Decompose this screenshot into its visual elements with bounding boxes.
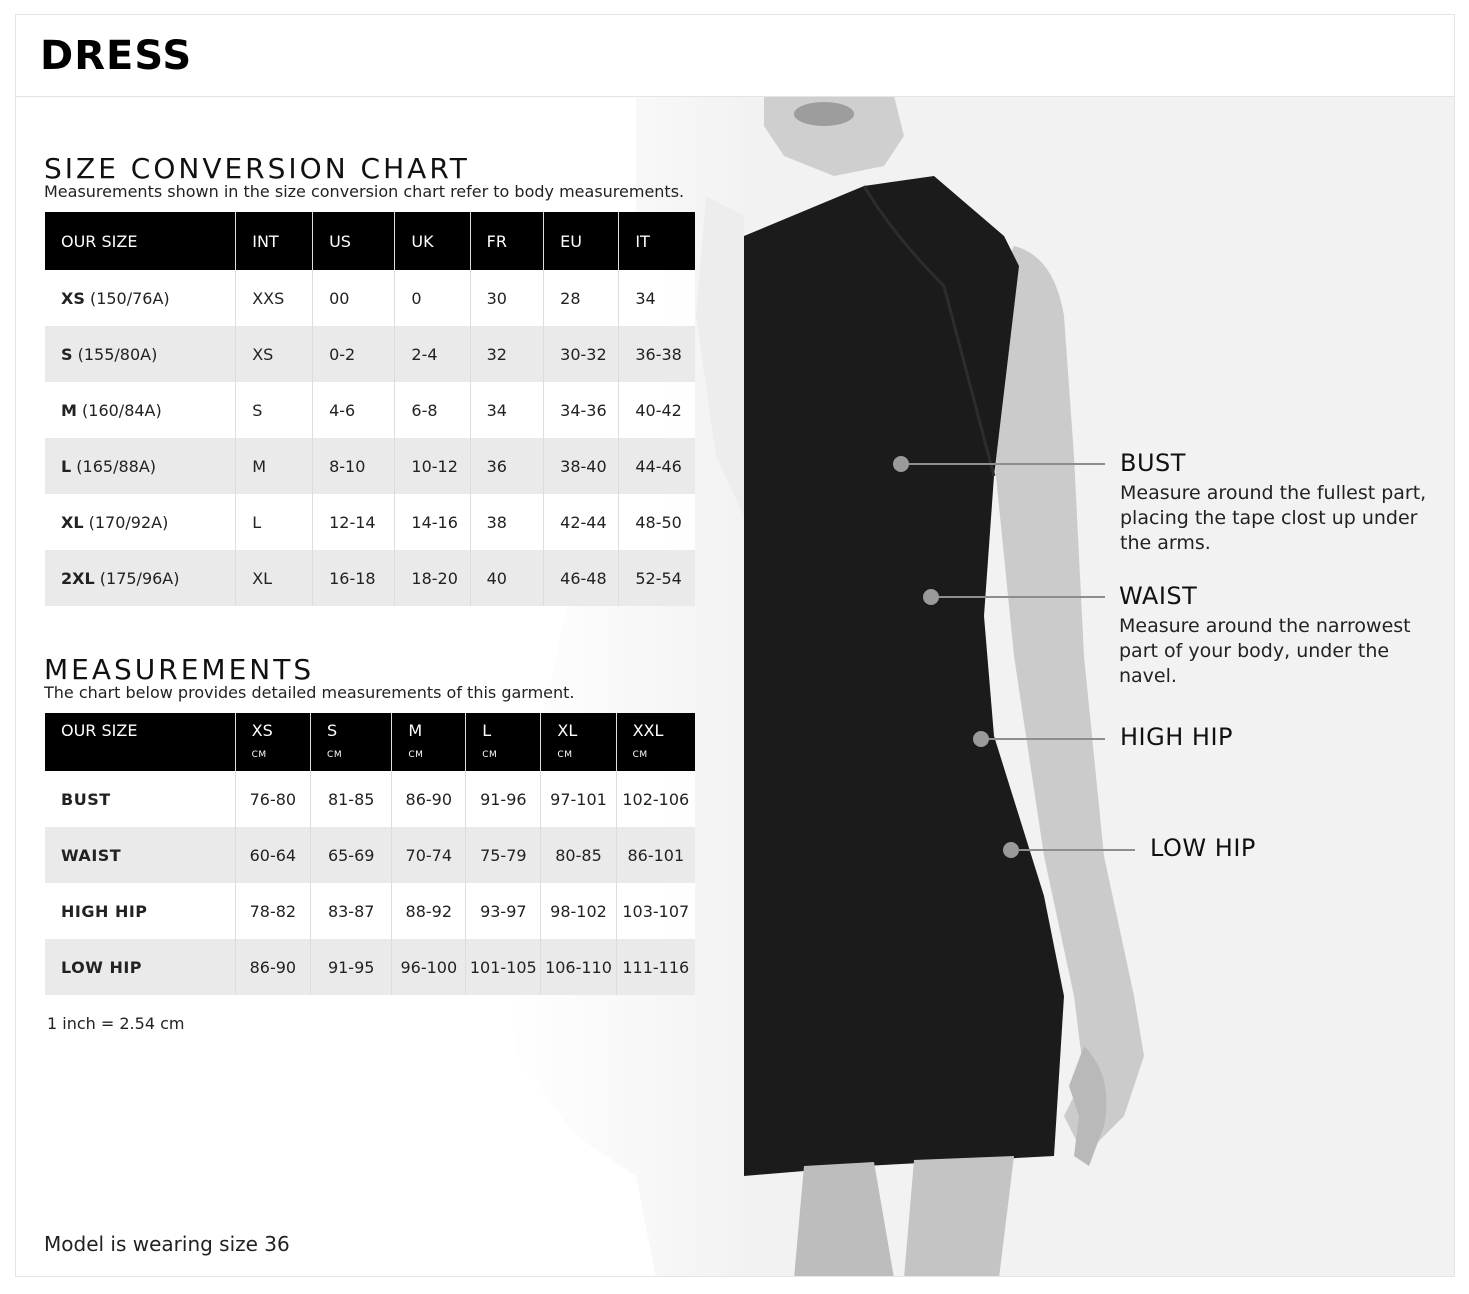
- header-bar: [16, 15, 1454, 97]
- size-detail: (155/80A): [77, 344, 158, 364]
- waist-marker-dot: [923, 589, 939, 605]
- table-cell: 34: [619, 270, 695, 326]
- table-cell: 78-82: [235, 883, 310, 939]
- unit-label: CM: [408, 750, 424, 760]
- table-cell: 101-105: [466, 939, 541, 995]
- table-cell: 30: [470, 270, 544, 326]
- measurements-header-l: [466, 713, 541, 771]
- measurement-label: LOW HIP: [45, 939, 235, 995]
- table-cell: 48-50: [619, 494, 695, 550]
- table-cell: 86-90: [392, 771, 466, 827]
- high-hip-marker-dot: [973, 731, 989, 747]
- measurements-title: MEASUREMENTS: [44, 653, 315, 686]
- table-cell: 80-85: [541, 827, 616, 883]
- table-cell: 00: [313, 270, 395, 326]
- table-cell: 44-46: [619, 438, 695, 494]
- unit-label: CM: [557, 750, 573, 760]
- table-cell: 86-101: [616, 827, 695, 883]
- table-row: [45, 270, 695, 326]
- table-cell: 10-12: [395, 438, 470, 494]
- table-row: [45, 494, 695, 550]
- high-hip-label: HIGH HIP: [1120, 723, 1233, 751]
- conversion-header-fr: FR: [470, 212, 544, 270]
- size-label: XXL: [632, 721, 664, 740]
- size-code: 2XL: [61, 568, 95, 588]
- measurements-table: [45, 713, 695, 995]
- low-hip-label: LOW HIP: [1150, 834, 1256, 862]
- size-conversion-subtitle: Measurements shown in the size conversion chart refer to body measurements.: [44, 182, 685, 201]
- table-cell: 91-95: [311, 939, 392, 995]
- table-cell: 83-87: [311, 883, 392, 939]
- waist-callout: [1119, 582, 1441, 689]
- measurement-label: WAIST: [45, 827, 235, 883]
- measurements-header-xs: [235, 713, 310, 771]
- measurements-header-m: [392, 713, 466, 771]
- size-conversion-header-row: [45, 212, 695, 270]
- table-cell: 40: [470, 550, 544, 606]
- measurements-header-xl: [541, 713, 616, 771]
- table-cell: 88-92: [392, 883, 466, 939]
- table-cell: 96-100: [392, 939, 466, 995]
- size-code: S: [61, 344, 73, 364]
- waist-label: WAIST: [1119, 582, 1198, 610]
- table-cell: 60-64: [235, 827, 310, 883]
- table-row: [45, 771, 695, 827]
- bust-marker-dot: [893, 456, 909, 472]
- table-cell: 42-44: [544, 494, 619, 550]
- measurements-subtitle: The chart below provides detailed measurements of this garment.: [44, 683, 575, 702]
- bust-description: Measure around the fullest part, placing the tape clost up under the arms.: [1120, 482, 1427, 554]
- measurement-label: HIGH HIP: [45, 883, 235, 939]
- table-cell: 34-36: [544, 382, 619, 438]
- table-row: [45, 326, 695, 382]
- measurement-label: BUST: [45, 771, 235, 827]
- size-code: L: [61, 456, 72, 476]
- size-label: XS: [251, 721, 273, 740]
- low-hip-marker-dot: [1003, 842, 1019, 858]
- table-cell: 102-106: [616, 771, 695, 827]
- table-cell: 6-8: [395, 382, 470, 438]
- table-cell: 103-107: [616, 883, 695, 939]
- table-cell: 32: [470, 326, 544, 382]
- table-row: [45, 939, 695, 995]
- table-cell: 93-97: [466, 883, 541, 939]
- table-cell: 34: [470, 382, 544, 438]
- our-size-cell: [45, 326, 236, 382]
- size-label: XL: [557, 721, 578, 740]
- table-row: [45, 883, 695, 939]
- table-cell: 65-69: [311, 827, 392, 883]
- high-hip-marker-line: [989, 738, 1105, 740]
- table-cell: XL: [236, 550, 313, 606]
- table-cell: 86-90: [235, 939, 310, 995]
- table-cell: 36-38: [619, 326, 695, 382]
- table-cell: M: [236, 438, 313, 494]
- size-conversion-table: [45, 212, 695, 606]
- table-cell: 30-32: [544, 326, 619, 382]
- model-size-note: Model is wearing size 36: [44, 1232, 290, 1256]
- size-guide-frame: [15, 14, 1455, 1277]
- size-detail: (160/84A): [82, 400, 162, 420]
- conversion-header-it: IT: [619, 212, 695, 270]
- table-cell: 0: [395, 270, 470, 326]
- table-cell: 38-40: [544, 438, 619, 494]
- size-code: XL: [61, 512, 84, 532]
- conversion-header-our-size: OUR SIZE: [45, 212, 236, 270]
- table-cell: 76-80: [235, 771, 310, 827]
- table-cell: 4-6: [313, 382, 395, 438]
- size-label: S: [327, 721, 338, 740]
- table-cell: 16-18: [313, 550, 395, 606]
- our-size-cell: [45, 550, 236, 606]
- table-row: [45, 827, 695, 883]
- table-row: [45, 438, 695, 494]
- waist-description: Measure around the narrowest part of your body, under the navel.: [1119, 615, 1411, 687]
- conversion-header-uk: UK: [395, 212, 470, 270]
- table-cell: 97-101: [541, 771, 616, 827]
- waist-marker-line: [939, 596, 1105, 598]
- table-cell: 14-16: [395, 494, 470, 550]
- size-detail: (165/88A): [76, 456, 157, 476]
- table-cell: 38: [470, 494, 544, 550]
- size-code: M: [61, 400, 77, 420]
- our-size-cell: [45, 270, 236, 326]
- measurements-header-s: [311, 713, 392, 771]
- our-size-cell: [45, 494, 236, 550]
- table-cell: 12-14: [313, 494, 395, 550]
- conversion-note: 1 inch = 2.54 cm: [47, 1014, 185, 1033]
- size-label: M: [408, 721, 423, 740]
- our-size-cell: [45, 382, 236, 438]
- table-cell: 70-74: [392, 827, 466, 883]
- high-hip-callout: [1120, 723, 1233, 751]
- measurements-header-xxl: [616, 713, 695, 771]
- conversion-header-us: US: [313, 212, 395, 270]
- table-cell: 52-54: [619, 550, 695, 606]
- low-hip-marker-line: [1019, 849, 1135, 851]
- unit-label: CM: [251, 750, 267, 760]
- size-detail: (175/96A): [99, 568, 180, 588]
- bust-callout: [1120, 449, 1440, 556]
- size-label: L: [482, 721, 492, 740]
- bust-marker-line: [909, 463, 1105, 465]
- table-cell: 75-79: [466, 827, 541, 883]
- unit-label: CM: [327, 750, 343, 760]
- unit-label: CM: [632, 750, 648, 760]
- table-cell: L: [236, 494, 313, 550]
- size-detail: (150/76A): [89, 288, 170, 308]
- table-cell: 81-85: [311, 771, 392, 827]
- unit-label: CM: [482, 750, 498, 760]
- conversion-header-int: INT: [236, 212, 313, 270]
- table-cell: 40-42: [619, 382, 695, 438]
- size-detail: (170/92A): [88, 512, 169, 532]
- table-cell: 111-116: [616, 939, 695, 995]
- table-cell: 98-102: [541, 883, 616, 939]
- table-cell: S: [236, 382, 313, 438]
- size-code: XS: [61, 288, 85, 308]
- measurements-header-our-size: OUR SIZE: [45, 713, 235, 771]
- our-size-cell: [45, 438, 236, 494]
- table-cell: XS: [236, 326, 313, 382]
- conversion-header-eu: EU: [544, 212, 619, 270]
- table-row: [45, 550, 695, 606]
- table-row: [45, 382, 695, 438]
- table-cell: 0-2: [313, 326, 395, 382]
- table-cell: 28: [544, 270, 619, 326]
- table-cell: 36: [470, 438, 544, 494]
- table-cell: 8-10: [313, 438, 395, 494]
- table-cell: 2-4: [395, 326, 470, 382]
- size-conversion-title: SIZE CONVERSION CHART: [44, 152, 470, 185]
- measurements-header-row: [45, 713, 695, 771]
- bust-label: BUST: [1120, 449, 1186, 477]
- low-hip-callout: [1150, 834, 1256, 862]
- table-cell: 91-96: [466, 771, 541, 827]
- table-cell: 18-20: [395, 550, 470, 606]
- table-cell: 106-110: [541, 939, 616, 995]
- table-cell: XXS: [236, 270, 313, 326]
- table-cell: 46-48: [544, 550, 619, 606]
- page-title: DRESS: [40, 33, 193, 79]
